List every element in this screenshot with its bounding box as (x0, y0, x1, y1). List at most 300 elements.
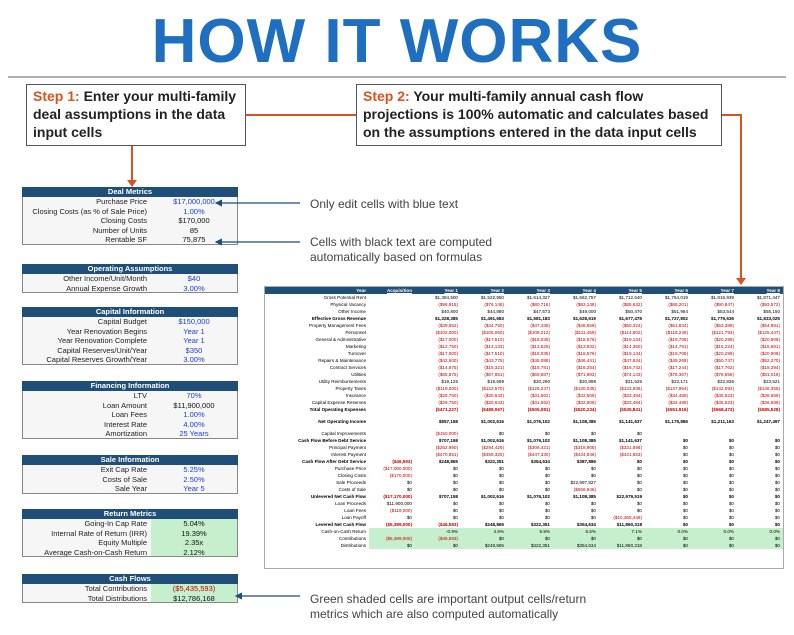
computed-cell: 2.35x (151, 538, 237, 548)
step-2-arrow-h (722, 114, 742, 116)
sheet-header-cell: Year 2 (490, 288, 504, 293)
sheet-cell: $1,662,757 (573, 295, 596, 300)
sheet-row-label: General & Administrative (315, 337, 366, 342)
sheet-cell: ($18,294) (760, 365, 780, 370)
sheet-cell: ($53,389) (714, 323, 734, 328)
sheet-cell: ($18,035) (530, 351, 550, 356)
sheet-cell: $0 (590, 473, 596, 478)
sheet-cell: ($13,526) (530, 344, 550, 349)
input-cell[interactable]: 2.50% (183, 474, 205, 484)
input-label: Capital Reserves Growth/Year (46, 355, 147, 364)
sheet-cell: ($318,905) (573, 445, 596, 450)
input-cell[interactable]: 4.00% (183, 419, 205, 429)
sheet-cell: ($18,576) (576, 337, 596, 342)
sheet-cell: ($489,067) (481, 407, 504, 412)
sheet-cell (369, 315, 415, 322)
sheet-cell: ($551,916) (665, 407, 688, 412)
sheet-cell: ($88,201) (668, 302, 688, 307)
sheet-cell: ($33,484) (622, 393, 642, 398)
sheet-cell: $1,833,025 (757, 316, 780, 321)
sheet-cell: $1,614,327 (527, 295, 550, 300)
sheet-row-label: Closing Costs (337, 473, 366, 478)
sheet-cell: $0 (774, 515, 780, 520)
sheet-cell: $0 (636, 431, 642, 436)
sheet-cell: ($31,562) (530, 400, 550, 405)
input-cell[interactable]: $40 (187, 274, 201, 283)
sheet-cell: $0 (590, 501, 596, 506)
input-cell[interactable]: 1.00% (183, 410, 205, 420)
step-1-arrow (131, 146, 133, 182)
sheet-row (265, 451, 783, 458)
sheet-cell: ($31,562) (530, 393, 550, 398)
sheet-cell: $0 (682, 508, 688, 513)
input-label: Equity Multiple (98, 538, 147, 548)
sheet-cell: $40,800 (441, 309, 458, 314)
sheet-row-label: Insurance (345, 393, 366, 398)
sheet-row (265, 542, 783, 549)
sheet-row-label: Loan Payoff (341, 515, 366, 520)
input-cell[interactable]: Year 1 (183, 336, 205, 346)
sheet-row (265, 500, 783, 507)
sheet-cell: $0 (774, 508, 780, 513)
sheet-cell: 0.0% (691, 528, 737, 535)
sheet-cell: $0 (774, 466, 780, 471)
input-row (22, 401, 238, 411)
sheet-cell: $0 (544, 501, 550, 506)
sheet-cell: ($262,990) (435, 445, 458, 450)
sheet-cell: $0 (544, 515, 550, 520)
sheet-cell: $0 (498, 508, 504, 513)
cash-flow-sheet (264, 286, 784, 569)
sheet-cell: $1,247,497 (757, 419, 780, 424)
sheet-cell: $0 (682, 473, 688, 478)
sheet-cell: ($119,000) (390, 508, 412, 513)
sheet-cell: $248,865 (484, 522, 504, 527)
sheet-cell: ($17,762) (714, 365, 734, 370)
input-row (22, 519, 238, 529)
panel-title: Cash Flows (22, 574, 238, 584)
sheet-cell: 7.1% (599, 528, 645, 535)
sheet-row (265, 514, 783, 521)
sheet-cell (369, 364, 415, 371)
sheet-cell: $0 (774, 480, 780, 485)
input-cell[interactable]: 3.00% (183, 283, 205, 293)
sheet-cell: ($85,632) (622, 302, 642, 307)
input-row (22, 355, 238, 365)
sheet-cell: ($65,875) (438, 372, 458, 377)
sheet-cell: $1,727,802 (665, 316, 688, 321)
sheet-cell: ($19,708) (668, 337, 688, 342)
sheet-cell: ($18,035) (530, 337, 550, 342)
sheet-cell: $1,076,102 (527, 438, 550, 443)
step-2-label: Step 2: (363, 88, 410, 104)
input-label: Average Cash-on-Cash Return (44, 547, 147, 557)
sheet-cell (369, 343, 415, 350)
sheet-row-label: Utility Reimbursements (318, 379, 366, 384)
input-label: Year Renovation Complete (57, 336, 147, 346)
sheet-cell: $0 (636, 459, 642, 464)
sheet-cell: $0 (728, 515, 734, 520)
panel-title: Operating Assumptions (22, 264, 238, 274)
sheet-cell: ($20,299) (714, 337, 734, 342)
sheet-cell: $0 (636, 508, 642, 513)
sheet-cell: $1,076,102 (527, 419, 550, 424)
sheet-row-label: Net Operating Income (318, 419, 366, 424)
sheet-cell: $0 (590, 515, 596, 520)
sheet-row-label: Purchase Price (334, 466, 366, 471)
input-row (22, 584, 238, 594)
sheet-cell: ($50,747) (714, 358, 734, 363)
sheet-cell: ($34,488) (668, 400, 688, 405)
sheet-cell: ($108,212) (527, 330, 550, 335)
sheet-cell: $0 (406, 515, 412, 520)
sheet-cell: $1,002,616 (481, 419, 504, 424)
sheet-cell: $707,158 (438, 494, 458, 499)
sheet-cell: $11,900,000 (386, 501, 412, 506)
sheet-cell: ($118,246) (666, 330, 688, 335)
sheet-cell (645, 430, 691, 437)
sheet-cell: ($12,750) (438, 344, 458, 349)
sheet-row-label: Loan Proceeds (335, 501, 366, 506)
sheet-row (265, 507, 783, 514)
input-cell[interactable]: 25 Years (179, 429, 209, 439)
sheet-cell: $0 (682, 515, 688, 520)
input-label: Closing Costs (100, 216, 147, 226)
sheet-cell: ($76,367) (668, 372, 688, 377)
sheet-cell: ($17,000) (438, 337, 458, 342)
sheet-cell: ($34,488) (668, 393, 688, 398)
sheet-row (265, 315, 783, 322)
computed-cell: $11,900,000 (173, 400, 215, 410)
computed-cell: 85 (189, 225, 199, 235)
sheet-row (265, 350, 783, 357)
input-row (22, 207, 238, 217)
sheet-cell: $1,384,500 (435, 295, 458, 300)
sheet-cell: $1,871,447 (757, 295, 780, 300)
sheet-cell: $1,764,019 (665, 295, 688, 300)
sheet-cell: ($17,244) (668, 365, 688, 370)
sheet-cell: $1,628,619 (573, 316, 596, 321)
input-label: Total Contributions (84, 584, 147, 593)
sheet-cell: $0 (728, 487, 734, 492)
input-row (22, 529, 238, 539)
sheet-cell: $19,125 (441, 379, 458, 384)
panel-title: Deal Metrics (22, 187, 238, 197)
page-title: HOW IT WORKS (151, 7, 643, 76)
input-cell[interactable]: Year 1 (183, 326, 205, 336)
panel-sale-information (22, 455, 238, 494)
sheet-cell: $53,544 (717, 309, 734, 314)
input-cell[interactable]: 1.00% (183, 206, 205, 216)
sheet-row (265, 472, 783, 479)
sheet-row-label: Contract Services (329, 365, 366, 370)
sheet-cell: $0 (452, 508, 458, 513)
sheet-cell (369, 371, 415, 378)
input-label: Exit Cap Rate (100, 465, 147, 474)
step-1-box (26, 84, 246, 146)
sheet-cell: ($10,365,449) (613, 515, 642, 520)
sheet-cell: $0 (645, 542, 691, 549)
sheet-cell: $0 (406, 480, 412, 485)
sheet-cell: ($17,170,000) (383, 494, 412, 499)
sheet-cell: $0 (452, 473, 458, 478)
sheet-header-label: Year (356, 288, 366, 293)
sheet-cell: $0 (507, 535, 553, 542)
sheet-cell: ($20,908) (760, 337, 780, 342)
input-row (22, 429, 238, 439)
sheet-row (265, 528, 783, 535)
input-row (22, 327, 238, 337)
sheet-cell: $23,521 (763, 379, 780, 384)
sheet-cell: ($51,834) (668, 323, 688, 328)
sheet-cell (369, 528, 415, 535)
sheet-cell: ($52,270) (760, 358, 780, 363)
input-row (22, 197, 238, 207)
sheet-cell (369, 322, 415, 329)
input-cell[interactable]: $17,000,000 (173, 197, 215, 206)
sheet-cell (369, 430, 415, 437)
sheet-cell: ($447,330) (527, 452, 550, 457)
sheet-cell: $0 (737, 535, 783, 542)
sheet-cell: $0 (590, 466, 596, 471)
sheet-cell (369, 301, 415, 308)
input-row (22, 336, 238, 346)
sheet-cell: $0 (544, 473, 550, 478)
sheet-cell: ($46,593) (392, 459, 412, 464)
input-row (22, 216, 238, 226)
input-cell[interactable]: $150,000 (178, 317, 210, 326)
input-label: Amortization (105, 429, 147, 438)
input-row (22, 391, 238, 401)
sheet-cell: $0 (728, 480, 734, 485)
sheet-cell: $0 (774, 494, 780, 499)
sheet-cell: $0 (498, 431, 504, 436)
computed-cell: ($5,435,593) (151, 584, 237, 594)
sheet-cell: ($33,484) (622, 400, 642, 405)
sheet-cell: ($19,708) (668, 351, 688, 356)
input-cell[interactable]: 3.00% (183, 355, 205, 365)
sheet-cell: $1,002,616 (481, 494, 504, 499)
sheet-cell: ($5,389,000) (369, 535, 415, 542)
sheet-cell: ($71,983) (576, 372, 596, 377)
sheet-cell: ($14,875) (438, 365, 458, 370)
sheet-cell: ($459,325) (481, 452, 504, 457)
sheet-cell: $0 (498, 473, 504, 478)
sheet-cell: $51,984 (671, 309, 688, 314)
sheet-cell: ($47,436) (530, 323, 550, 328)
sheet-row (265, 399, 783, 406)
divider (8, 76, 786, 78)
sheet-cell (369, 406, 415, 413)
sheet-cell: $0 (452, 466, 458, 471)
sheet-cell: $0 (415, 542, 461, 549)
input-label: Annual Expense Growth (66, 283, 147, 293)
sheet-cell: ($170,000) (389, 473, 412, 478)
sheet-cell: $1,328,385 (435, 316, 458, 321)
sheet-cell: $1,141,637 (619, 438, 642, 443)
sheet-row (265, 385, 783, 392)
input-row (22, 548, 238, 558)
sheet-row (265, 301, 783, 308)
sheet-cell: $1,522,950 (481, 295, 504, 300)
sheet-row (265, 364, 783, 371)
sheet-cell: ($50,324) (622, 323, 642, 328)
sheet-cell (369, 385, 415, 392)
input-label: Loan Fees (111, 410, 147, 420)
sheet-row-label: Other Income (338, 309, 366, 314)
input-label: Costs of Sale (102, 474, 147, 484)
input-row (22, 235, 238, 245)
step-1-text: Enter your multi-family deal assumptions in the data input cells (33, 88, 237, 140)
sheet-row-label: Total Operating Expenses (309, 407, 366, 412)
panel-return-metrics (22, 509, 238, 557)
step-2-text: Your multi-family annual cash flow projections is 100% automatic and calculates based on the assumptions entered in the data input cells (363, 88, 709, 140)
sheet-row (265, 430, 783, 437)
sheet-header-row (265, 287, 783, 294)
panel-title: Capital Information (22, 307, 238, 317)
sheet-cell: ($13,932) (576, 344, 596, 349)
sheet-cell: $322,351 (530, 522, 550, 527)
sheet-cell: $0 (498, 501, 504, 506)
sheet-cell: $0 (590, 508, 596, 513)
sheet-cell: $0 (369, 542, 415, 549)
sheet-cell: ($14,350) (622, 344, 642, 349)
sheet-cell: ($142,092) (711, 386, 734, 391)
sheet-cell: ($29,750) (438, 393, 458, 398)
input-label: Sale Year (114, 484, 147, 493)
sheet-cell: ($32,509) (576, 393, 596, 398)
sheet-cell: $0 (682, 487, 688, 492)
computed-cell: $170,000 (178, 216, 210, 226)
sheet-header-cell: Year 1 (444, 288, 458, 293)
sheet-cell (369, 336, 415, 343)
sheet-cell: $55,150 (763, 309, 780, 314)
sheet-row-label: Principal Payment (328, 445, 366, 450)
sheet-cell: $0 (728, 494, 734, 499)
sheet-row-label: Utilities (351, 372, 366, 377)
sheet-cell: ($15,224) (714, 344, 734, 349)
sheet-cell: ($19,134) (622, 337, 642, 342)
sheet-cell: $0 (498, 480, 504, 485)
input-row (22, 594, 238, 604)
sheet-cell: ($122,570) (481, 386, 504, 391)
input-row (22, 465, 238, 475)
sheet-cell: ($46,593) (415, 535, 461, 542)
sheet-cell: $0 (774, 445, 780, 450)
sheet-cell: $1,491,683 (481, 316, 504, 321)
sheet-cell: $0 (728, 508, 734, 513)
sheet-row (265, 336, 783, 343)
sheet-cell: $47,573 (533, 309, 550, 314)
sheet-cell: $0 (636, 466, 642, 471)
panel-cash-flows (22, 574, 238, 603)
sheet-row (265, 479, 783, 486)
input-cell[interactable]: 70% (186, 391, 202, 400)
input-label: Capital Reserves/Unit/Year (57, 345, 147, 355)
sheet-row (265, 444, 783, 451)
sheet-cell (691, 430, 737, 437)
input-label: LTV (133, 391, 147, 400)
input-cell[interactable]: Year 5 (183, 484, 205, 494)
sheet-cell: $322,351 (507, 542, 553, 549)
sheet-cell: ($90,847) (714, 302, 734, 307)
sheet-cell: ($96,915) (438, 302, 458, 307)
sheet-cell: $19,699 (487, 379, 504, 384)
sheet-row-label: Loan Fees (344, 508, 366, 513)
sheet-cell: ($18,576) (576, 351, 596, 356)
sheet-cell: ($20,299) (714, 351, 734, 356)
sheet-cell: 5.9% (507, 528, 553, 535)
sheet-cell: ($19,134) (622, 351, 642, 356)
sheet-cell: ($46,441) (576, 358, 596, 363)
sheet-row (265, 418, 783, 425)
sheet-cell: $21,525 (625, 379, 642, 384)
sheet-cell: ($306,421) (527, 445, 550, 450)
sheet-cell: $0 (636, 480, 642, 485)
sheet-cell: $1,211,163 (711, 419, 734, 424)
input-label: Other Income/Unit/Month (63, 274, 147, 283)
panel-financing-information (22, 381, 238, 439)
input-cell[interactable]: $350 (185, 345, 203, 355)
sheet-cell (369, 357, 415, 364)
sheet-row-label: Property Management Fees (309, 323, 366, 328)
sheet-cell: ($44,750) (484, 323, 504, 328)
sheet-cell: $0 (636, 501, 642, 506)
sheet-cell: ($20,908) (760, 351, 780, 356)
sheet-cell (737, 430, 783, 437)
input-row (22, 317, 238, 327)
step-2-box (356, 84, 722, 146)
sheet-cell: ($46,593) (438, 522, 458, 527)
sheet-cell: $22,997,827 (570, 480, 596, 485)
sheet-row-label: Costs of Sale (338, 487, 366, 492)
sheet-cell: ($17,510) (484, 337, 504, 342)
sheet-cell: $0 (774, 473, 780, 478)
input-row (22, 475, 238, 485)
sheet-cell: ($67,851) (484, 372, 504, 377)
sheet-cell: $0 (498, 487, 504, 492)
sheet-cell: $1,175,886 (665, 419, 688, 424)
sheet-cell: ($294,426) (481, 445, 504, 450)
sheet-cell: $0 (544, 466, 550, 471)
sheet-cell: ($47,834) (622, 358, 642, 363)
sheet-cell: ($42,500) (438, 358, 458, 363)
sheet-row-label: Cash-on-Cash Return (321, 529, 366, 534)
input-row (22, 484, 238, 494)
sheet-cell: ($32,509) (576, 400, 596, 405)
sheet-row-label: Repairs & Maintenance (318, 358, 366, 363)
sheet-cell: $354,634 (576, 522, 596, 527)
sheet-header-cell: Year 8 (766, 288, 780, 293)
step-1-arrowhead (127, 180, 137, 187)
sheet-cell: $0 (774, 452, 780, 457)
sheet-row-label: Cash Flow After Debt Service (302, 459, 366, 464)
computed-cell: $12,786,168 (151, 594, 237, 603)
sheet-cell: ($121,793) (711, 330, 734, 335)
sheet-cell: ($78,658) (714, 372, 734, 377)
sheet-cell: ($331,898) (619, 445, 642, 450)
sheet-cell: $0 (682, 438, 688, 443)
sheet-cell: $22,171 (671, 379, 688, 384)
sheet-cell: $0 (599, 535, 645, 542)
sheet-cell: $0 (682, 480, 688, 485)
input-cell[interactable]: 5.25% (183, 465, 205, 474)
sheet-cell: $0 (544, 508, 550, 513)
sheet-row-label: Marketing (345, 344, 366, 349)
panel-capital-information (22, 307, 238, 365)
sheet-cell: ($43,775) (484, 358, 504, 363)
input-label: Capital Budget (97, 317, 147, 326)
